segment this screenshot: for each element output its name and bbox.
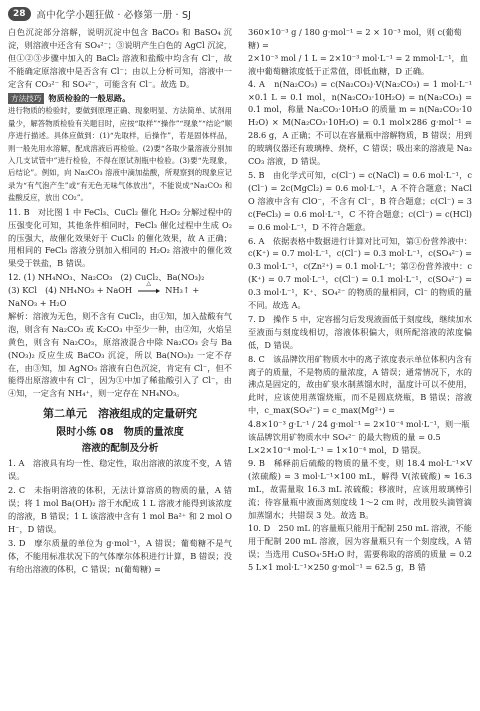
reaction-arrow-icon [135,280,163,297]
page-number: 28 [8,7,31,21]
answer-4: 4. A n(Na₂CO₃) = c(Na₂CO₃)·V(Na₂CO₃) = 1 mol·L⁻¹×0.1 L = 0.1 mol，n(Na₂CO₃·10H₂O) = n(Na₂CO₃) = 0.1 mol，称量 Na₂CO₃·10H₂O 的质量 m = n(Na₂CO₃·10H₂O) × M(Na₂CO₃·10H₂O) = 0.1 mol×286 g·mol⁻¹ = 28.6 g，A 正确；不可以在容量瓶中溶解物质，B 错误；用到的玻璃仪器还有玻璃棒、烧杯，C 错误；吸出来的溶液是 Na₂CO₃ 溶液，D 错误。 [248,78,472,167]
right-column [248,26,472,575]
method-label: 方法技巧 [8,93,44,104]
answer-9: 9. B 稀释前后硫酸的物质的量不变，则 18.4 mol·L⁻¹×V(浓硫酸) = 3 mol·L⁻¹×100 mL，解得 V(浓硫酸) ≈ 16.3 mL，故需量取 16.3 mL 浓硫酸；移液时，应该用玻璃棒引流；待容量瓶中液面离刻度线 1～2 cm 时，改用胶头滴管滴加蒸馏水；共错误 3 处。故选 B。 [248,457,472,520]
answer-8: 8. C 该品牌饮用矿物质水中的离子浓度表示单位体积内含有离子的质量，不是物质的量浓度，A 错误；通常情况下，水的沸点是固定的，故由矿泉水制蒸馏水时，温度计可以不使用，此时，应该使用蒸馏烧瓶，而不是圆底烧瓶，B 错误；溶液中，c_max(SO₄²⁻) = c_max(Mg²⁺) = [248,353,472,416]
answer-8-calc: 4.8×10⁻³ g·L⁻¹ / 24 g·mol⁻¹ = 2×10⁻⁴ mol·L⁻¹，则一瓶该品牌饮用矿物质水中 SO₄²⁻ 的最大物质的量 = 0.5 L×2×10⁻⁴ mol·L⁻¹ = 1×10⁻⁴ mol，D 错误。 [248,419,470,455]
answer-10: 10. D 250 mL 的容量瓶只能用于配制 250 mL 溶液，不能用于配制 200 mL 溶液，因为容量瓶只有一个刻度线，A 错误；当选用 CuSO₄·5H₂O 时，需要称取的溶质的质量 = 0.25 L×1 mol·L⁻¹×250 g·mol⁻¹ = 62.5 g，B 错 [248,523,472,573]
section-title: 溶液的配制及分析 [81,443,159,455]
lesson-title: 限时小练 08 物质的量浓度 [56,427,184,439]
answer-11: 11. B 对比图 1 中 FeCl₃、CuCl₂ 催化 H₂O₂ 分解过程中的压强变化可知，其他条件相同时，FeCl₃ 催化过程中生成 O₂ 的压强大，故催化效果好于 CuCl₂ 的催化效果，故 A 正确；用相同的 FeCl₃ 溶液分别加入相同的 H₂O₂ 溶液中的催化效果受于铁盐，B 错误。 [8,206,232,269]
method-tip [8,92,232,105]
page-header [8,6,191,22]
answer-2: 2. C 未指明溶液的体积，无法计算溶质的物质的量，A 错误；将 1 mol Ba(OH)₂ 溶于水配成 1 L 溶液才能得到该浓度的溶液，B 错误；1 L 该溶液中含有 1 mol Ba²⁺ 和 2 mol OH⁻，D 错误。 [8,485,232,534]
answer-3: 3. D 摩尔质量的单位为 g·mol⁻¹，A 错误；葡萄糖不是气体，不能用标准状况下的气体摩尔体积进行计算，B 错误；没有给出溶液的体积，C 错误；n(葡萄糖) = [8,537,232,574]
answer-12-line3: NaNO₃ + H₂O [8,298,67,309]
answer-3-calc-1: 360×10⁻³ g / 180 g·mol⁻¹ = 2 × 10⁻³ mol，则 c(葡萄糖) = [248,27,462,50]
method-text: 进行物质的检验时，要做到原理正确、现象明显、方法简单、试剂用量少，解答物质检验有关题目时，应按“取样”“操作”“现象”“结论”顺序进行描述。具体应做到：(1)“先取样，后操作”，若是固体样品，则一般先用水溶解，配成溶液后再检验。(2)要“各取少量溶液分别加入几支试管中”进行检验，不得在原试剂瓶中检验。(3)要“先现象，后结论”。例如，向 Na₂CO₃ 溶液中滴加盐酸，所观察到的现象应记录为“有气泡产生”或“有无色无味气体放出”，不能说成“Na₂CO₃ 和盐酸反应，放出 CO₂”。 [8,106,232,203]
answer-12-reactants: (3) KCl (4) NH₄NO₃ + NaOH [8,285,133,296]
answer-5: 5. B 由化学式可知，c(Cl⁻) = c(NaCl) = 0.6 mol·L⁻¹，c(Cl⁻) = 2c(MgCl₂) = 0.6 mol·L⁻¹，A 不符合题意；NaClO 溶液中含有 ClO⁻，不含有 Cl⁻，B 符合题意；c(Cl⁻) = 3c(FeCl₃) = 0.6 mol·L⁻¹，C 不符合题意；c(Cl⁻) = c(HCl) = 0.6 mol·L⁻¹，D 不符合题意。 [248,169,472,232]
answer-6: 6. A 依据表格中数据进行计算对比可知，第①份营养液中：c(K⁺) = 0.7 mol·L⁻¹，c(Cl⁻) = 0.3 mol·L⁻¹，c(SO₄²⁻) = 0.3 mol·L⁻¹，c(Zn²⁺) = 0.1 mol·L⁻¹；第②份营养液中：c(K⁺) = 0.7 mol·L⁻¹，c(Cl⁻) = 0.1 mol·L⁻¹，c(SO₄²⁻) = 0.3 mol·L⁻¹，K⁺、SO₄²⁻ 的物质的量相同，Cl⁻ 的物质的量不同。故选 A。 [248,235,472,311]
method-title: 物质检验的一般思路。 [48,92,131,103]
left-column [8,26,232,576]
answer-12-products: NH₃↑ + [165,285,200,296]
analysis-12: 解析：溶液为无色，则不含有 CuCl₂，由①知，加入盐酸有气泡，则含有 Na₂CO₃ 或 K₂CO₃ 中至少一种，由②知，火焰呈黄色，则含有 Na₂CO₃，原溶液混合中除 Na₂CO₃ 会与 Ba(NO₃)₂ 反应生成 BaCO₃ 沉淀，所以 Ba(NO₃)₂ 一定不存在，由③知，加 AgNO₃ 溶液有白色沉淀，肯定有 Cl⁻，但不能得出原溶液中有 Cl⁻，因为①中加了稀盐酸引入了 Cl⁻，由④知，一定含有 NH₄⁺，则一定存在 NH₄NO₃。 [8,310,232,399]
answer-12-line2 [8,280,232,297]
answer-12-line1: 12. (1) NH₄NO₃、Na₂CO₃ (2) CuCl₂、Ba(NO₃)₂ [8,272,205,283]
book-title: 高中化学小题狂做 · 必修第一册 · SJ [36,10,192,21]
heat-condition: △ [146,280,151,288]
answer-10-continued: 白色沉淀部分溶解，说明沉淀中包含 BaCO₃ 和 BaSO₄ 沉淀，则溶液中还含有 SO₄²⁻；③说明产生白色的 AgCl 沉淀，但①②③步骤中加入的 BaCl₂ 溶液和盐酸中均含有 Cl⁻，故不能确定原溶液中是否含有 Cl⁻；由以上分析可知，溶液中一定含有 CO₃²⁻ 和 SO₄²⁻，可能含有 Cl⁻。故选 D。 [8,27,232,89]
answer-3-calc-2: 2×10⁻³ mol / 1 L = 2×10⁻³ mol·L⁻¹ = 2 mmol·L⁻¹，血液中葡萄糖浓度低于正常值，即低血糖，D 正确。 [248,52,468,76]
unit-title: 第二单元 溶液组成的定量研究 [43,407,197,421]
answer-7: 7. D 操作 5 中，定容摇匀后发现液面低于刻度线，继续加水至液面与刻度线相切，溶液体积偏大，则所配溶液的浓度偏低，D 错误。 [248,313,472,350]
answer-1: 1. A 溶液具有均一性、稳定性，取出溶液的浓度不变，A 错误。 [8,458,232,482]
